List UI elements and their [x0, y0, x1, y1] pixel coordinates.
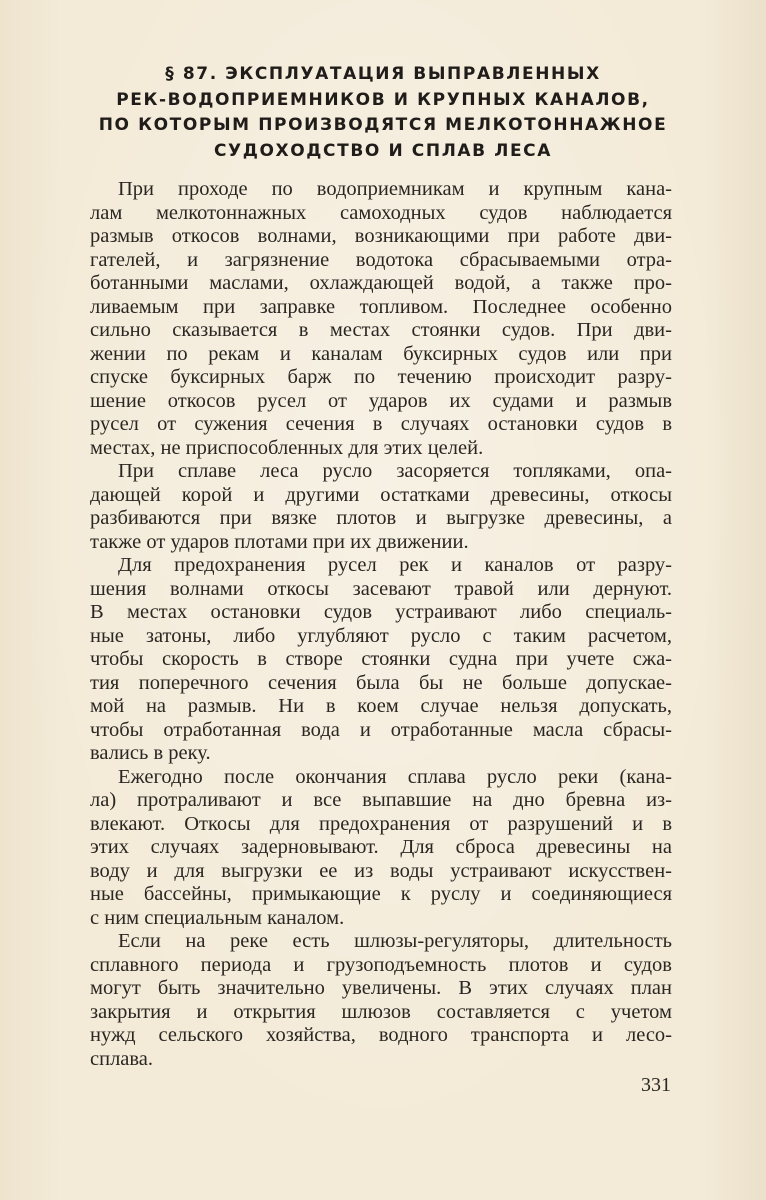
text-line: лам мелкотоннажных самоходных судов наблюдается	[90, 201, 672, 224]
text-line: жении по рекам и каналам буксирных судов или при	[90, 342, 672, 365]
text-line: разбиваются при вязке плотов и выгрузке древесины, а	[90, 507, 672, 529]
text-line: чтобы отработанная вода и отработанные масла сбрасы-	[90, 718, 672, 741]
text-line: русел от сужения сечения в случаях остановки судов в	[90, 413, 672, 435]
heading-line: РЕК-ВОДОПРИЕМНИКОВ И КРУПНЫХ КАНАЛОВ,	[116, 89, 650, 110]
paragraph-1	[90, 178, 672, 460]
text-line: также от ударов плотами при их движении.	[90, 530, 469, 553]
text-line: с ним специальным каналом.	[90, 906, 345, 929]
text-line: При проходе по водоприемникам и крупным кана-	[118, 178, 672, 200]
text-line: размыв откосов волнами, возникающими при работе дви-	[90, 225, 672, 247]
text-line: гателей, и загрязнение водотока сбрасываемыми отра-	[90, 248, 672, 271]
text-line: этих случаях задерновывают. Для сброса древесины на	[90, 836, 672, 858]
paragraph-3	[90, 554, 672, 766]
text-line: шение откосов русел от ударов их судами и размыв	[90, 389, 672, 412]
text-line: вались в реку.	[90, 742, 211, 764]
text-line: ные бассейны, примыкающие к руслу и соединяющиеся	[90, 883, 672, 905]
text-line: Для предохранения русел рек и каналов от разру-	[118, 554, 672, 576]
body-text	[90, 178, 672, 1071]
page-number: 331	[641, 1074, 671, 1096]
text-line: спуске буксирных барж по течению происходит разру-	[90, 366, 672, 388]
text-line: В местах остановки судов устраивают либо специаль-	[90, 601, 672, 623]
text-line: нужд сельского хозяйства, водного транспорта и лесо-	[90, 1024, 672, 1046]
text-line: дающей корой и другими остатками древесины, откосы	[90, 483, 672, 506]
section-heading	[60, 62, 706, 164]
text-line: мой на размыв. Ни в коем случае нельзя допускать,	[90, 695, 672, 717]
heading-line: СУДОХОДСТВО И СПЛАВ ЛЕСА	[213, 140, 553, 161]
text-line: Если на реке есть шлюзы-регуляторы, длительность	[118, 930, 672, 952]
text-line: могут быть значительно увеличены. В этих случаях план	[90, 977, 672, 999]
paragraph-4	[90, 766, 672, 931]
text-line: сплавного периода и грузоподъемность плотов и судов	[90, 953, 672, 976]
text-line: ботанными маслами, охлаждающей водой, а также про-	[90, 272, 672, 294]
text-line: Ежегодно после окончания сплава русло реки (кана-	[118, 765, 672, 788]
text-line: чтобы скорость в створе стоянки судна при учете сжа-	[90, 648, 672, 670]
text-line: ла) протраливают и все выпавшие на дно бревна из-	[90, 789, 672, 811]
text-line: влекают. Откосы для предохранения от разрушений и в	[90, 812, 672, 835]
paragraph-5	[90, 930, 672, 1071]
text-line: шения волнами откосы засевают травой или дернуют.	[90, 577, 672, 600]
text-line: При сплаве леса русло засоряется топляками, опа-	[118, 460, 672, 482]
heading-line: § 87. ЭКСПЛУАТАЦИЯ ВЫПРАВЛЕННЫХ	[165, 64, 601, 84]
text-line: сплава.	[90, 1047, 154, 1070]
text-line: ные затоны, либо углубляют русло с таким расчетом,	[90, 624, 672, 647]
text-line: закрытия и открытия шлюзов составляется с учетом	[90, 1000, 672, 1023]
text-line: ливаемым при заправке топливом. Последнее особенно	[90, 295, 672, 318]
heading-line: ПО КОТОРЫМ ПРОИЗВОДЯТСЯ МЕЛКОТОННАЖНОЕ	[98, 115, 668, 135]
text-line: воду и для выгрузки ее из воды устраивают искусствен-	[90, 859, 672, 882]
text-line: тия поперечного сечения была бы не больше допускае-	[90, 671, 672, 694]
text-line: сильно сказывается в местах стоянки судов. При дви-	[90, 319, 672, 341]
paragraph-2	[90, 460, 672, 554]
text-line: местах, не приспособленных для этих целей.	[90, 436, 484, 459]
